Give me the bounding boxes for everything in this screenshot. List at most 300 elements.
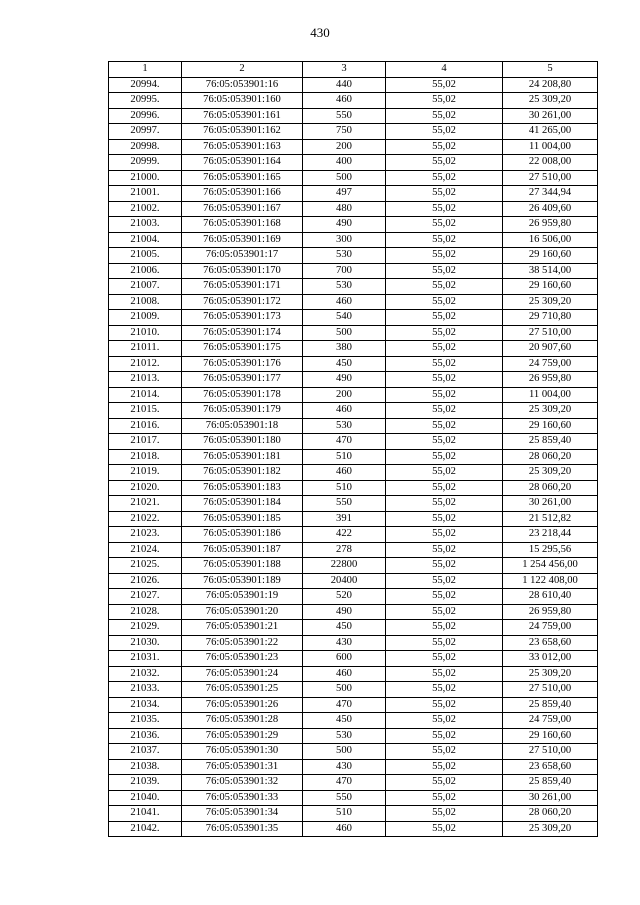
row-number-cell: 21000.: [109, 170, 182, 186]
rate-cell: 55,02: [386, 697, 503, 713]
table-body: [109, 77, 598, 837]
area-cell: 500: [303, 682, 386, 698]
row-number-cell: 21041.: [109, 806, 182, 822]
area-cell: 530: [303, 279, 386, 295]
row-number-cell: 21024.: [109, 542, 182, 558]
table-row: [109, 589, 598, 605]
row-number-cell: 21006.: [109, 263, 182, 279]
row-number-cell: 20998.: [109, 139, 182, 155]
row-number-cell: 21033.: [109, 682, 182, 698]
cadastral-number-cell: 76:05:053901:178: [182, 387, 303, 403]
area-cell: 300: [303, 232, 386, 248]
cadastral-number-cell: 76:05:053901:35: [182, 821, 303, 837]
area-cell: 497: [303, 186, 386, 202]
table-row: [109, 480, 598, 496]
area-cell: 470: [303, 775, 386, 791]
row-number-cell: 21035.: [109, 713, 182, 729]
amount-cell: 25 859,40: [503, 434, 598, 450]
area-cell: 510: [303, 480, 386, 496]
cadastral-number-cell: 76:05:053901:179: [182, 403, 303, 419]
area-cell: 490: [303, 217, 386, 233]
cadastral-number-cell: 76:05:053901:165: [182, 170, 303, 186]
area-cell: 510: [303, 449, 386, 465]
area-cell: 430: [303, 759, 386, 775]
area-cell: 470: [303, 434, 386, 450]
cadastral-number-cell: 76:05:053901:28: [182, 713, 303, 729]
row-number-cell: 21009.: [109, 310, 182, 326]
row-number-cell: 21005.: [109, 248, 182, 264]
table-row: [109, 108, 598, 124]
amount-cell: 25 309,20: [503, 294, 598, 310]
cadastral-number-cell: 76:05:053901:169: [182, 232, 303, 248]
area-cell: 460: [303, 403, 386, 419]
rate-cell: 55,02: [386, 418, 503, 434]
amount-cell: 29 160,60: [503, 279, 598, 295]
table-row: [109, 372, 598, 388]
amount-cell: 33 012,00: [503, 651, 598, 667]
area-cell: 600: [303, 651, 386, 667]
table-row: [109, 170, 598, 186]
cadastral-number-cell: 76:05:053901:22: [182, 635, 303, 651]
rate-cell: 55,02: [386, 759, 503, 775]
cadastral-number-cell: 76:05:053901:164: [182, 155, 303, 171]
amount-cell: 29 160,60: [503, 248, 598, 264]
rate-cell: 55,02: [386, 186, 503, 202]
table-row: [109, 155, 598, 171]
table-row: [109, 217, 598, 233]
row-number-cell: 20999.: [109, 155, 182, 171]
rate-cell: 55,02: [386, 403, 503, 419]
cadastral-number-cell: 76:05:053901:23: [182, 651, 303, 667]
cadastral-number-cell: 76:05:053901:18: [182, 418, 303, 434]
row-number-cell: 20997.: [109, 124, 182, 140]
row-number-cell: 21010.: [109, 325, 182, 341]
area-cell: 550: [303, 108, 386, 124]
table-row: [109, 434, 598, 450]
cadastral-number-cell: 76:05:053901:30: [182, 744, 303, 760]
rate-cell: 55,02: [386, 155, 503, 171]
table-row: [109, 604, 598, 620]
rate-cell: 55,02: [386, 527, 503, 543]
table-row: [109, 542, 598, 558]
rate-cell: 55,02: [386, 248, 503, 264]
rate-cell: 55,02: [386, 713, 503, 729]
amount-cell: 28 060,20: [503, 806, 598, 822]
amount-cell: 38 514,00: [503, 263, 598, 279]
row-number-cell: 21026.: [109, 573, 182, 589]
column-header: 3: [303, 62, 386, 78]
table-row: [109, 418, 598, 434]
area-cell: 450: [303, 620, 386, 636]
rate-cell: 55,02: [386, 356, 503, 372]
area-cell: 430: [303, 635, 386, 651]
area-cell: 540: [303, 310, 386, 326]
row-number-cell: 20996.: [109, 108, 182, 124]
amount-cell: 25 859,40: [503, 697, 598, 713]
amount-cell: 23 218,44: [503, 527, 598, 543]
amount-cell: 27 510,00: [503, 325, 598, 341]
rate-cell: 55,02: [386, 496, 503, 512]
row-number-cell: 21029.: [109, 620, 182, 636]
rate-cell: 55,02: [386, 201, 503, 217]
rate-cell: 55,02: [386, 263, 503, 279]
area-cell: 700: [303, 263, 386, 279]
cadastral-number-cell: 76:05:053901:166: [182, 186, 303, 202]
row-number-cell: 21017.: [109, 434, 182, 450]
table-row: [109, 279, 598, 295]
cadastral-number-cell: 76:05:053901:29: [182, 728, 303, 744]
row-number-cell: 20995.: [109, 93, 182, 109]
row-number-cell: 21042.: [109, 821, 182, 837]
rate-cell: 55,02: [386, 728, 503, 744]
amount-cell: 41 265,00: [503, 124, 598, 140]
amount-cell: 26 959,80: [503, 372, 598, 388]
area-cell: 460: [303, 821, 386, 837]
rate-cell: 55,02: [386, 341, 503, 357]
area-cell: 22800: [303, 558, 386, 574]
table-row: [109, 124, 598, 140]
table-row: [109, 77, 598, 93]
row-number-cell: 21028.: [109, 604, 182, 620]
amount-cell: 16 506,00: [503, 232, 598, 248]
area-cell: 530: [303, 728, 386, 744]
area-cell: 450: [303, 356, 386, 372]
amount-cell: 25 309,20: [503, 465, 598, 481]
amount-cell: 29 710,80: [503, 310, 598, 326]
amount-cell: 1 122 408,00: [503, 573, 598, 589]
cadastral-number-cell: 76:05:053901:173: [182, 310, 303, 326]
cadastral-number-cell: 76:05:053901:175: [182, 341, 303, 357]
area-cell: 470: [303, 697, 386, 713]
amount-cell: 30 261,00: [503, 108, 598, 124]
table-row: [109, 697, 598, 713]
table-row: [109, 511, 598, 527]
table-row: [109, 232, 598, 248]
rate-cell: 55,02: [386, 434, 503, 450]
area-cell: 460: [303, 465, 386, 481]
area-cell: 510: [303, 806, 386, 822]
cadastral-number-cell: 76:05:053901:186: [182, 527, 303, 543]
cadastral-number-cell: 76:05:053901:184: [182, 496, 303, 512]
cadastral-number-cell: 76:05:053901:25: [182, 682, 303, 698]
cadastral-number-cell: 76:05:053901:167: [182, 201, 303, 217]
rate-cell: 55,02: [386, 790, 503, 806]
amount-cell: 25 309,20: [503, 403, 598, 419]
amount-cell: 25 859,40: [503, 775, 598, 791]
rate-cell: 55,02: [386, 449, 503, 465]
row-number-cell: 21023.: [109, 527, 182, 543]
row-number-cell: 21022.: [109, 511, 182, 527]
row-number-cell: 21038.: [109, 759, 182, 775]
table-row: [109, 821, 598, 837]
row-number-cell: 21011.: [109, 341, 182, 357]
table-row: [109, 620, 598, 636]
area-cell: 550: [303, 496, 386, 512]
cadastral-number-cell: 76:05:053901:34: [182, 806, 303, 822]
table-row: [109, 573, 598, 589]
rate-cell: 55,02: [386, 77, 503, 93]
table-row: [109, 248, 598, 264]
area-cell: 530: [303, 248, 386, 264]
amount-cell: 29 160,60: [503, 418, 598, 434]
rate-cell: 55,02: [386, 124, 503, 140]
table-row: [109, 186, 598, 202]
area-cell: 460: [303, 666, 386, 682]
cadastral-number-cell: 76:05:053901:180: [182, 434, 303, 450]
data-table: [108, 61, 598, 837]
row-number-cell: 21027.: [109, 589, 182, 605]
table-row: [109, 139, 598, 155]
row-number-cell: 21004.: [109, 232, 182, 248]
rate-cell: 55,02: [386, 325, 503, 341]
cadastral-number-cell: 76:05:053901:16: [182, 77, 303, 93]
row-number-cell: 21012.: [109, 356, 182, 372]
area-cell: 500: [303, 170, 386, 186]
table-row: [109, 759, 598, 775]
table-row: [109, 93, 598, 109]
rate-cell: 55,02: [386, 279, 503, 295]
amount-cell: 26 959,80: [503, 217, 598, 233]
amount-cell: 26 959,80: [503, 604, 598, 620]
row-number-cell: 21016.: [109, 418, 182, 434]
table-row: [109, 341, 598, 357]
column-header: 4: [386, 62, 503, 78]
table-row: [109, 775, 598, 791]
cadastral-number-cell: 76:05:053901:176: [182, 356, 303, 372]
amount-cell: 25 309,20: [503, 93, 598, 109]
rate-cell: 55,02: [386, 232, 503, 248]
rate-cell: 55,02: [386, 93, 503, 109]
amount-cell: 1 254 456,00: [503, 558, 598, 574]
amount-cell: 27 344,94: [503, 186, 598, 202]
cadastral-number-cell: 76:05:053901:20: [182, 604, 303, 620]
cadastral-number-cell: 76:05:053901:189: [182, 573, 303, 589]
rate-cell: 55,02: [386, 806, 503, 822]
cadastral-number-cell: 76:05:053901:187: [182, 542, 303, 558]
cadastral-number-cell: 76:05:053901:160: [182, 93, 303, 109]
cadastral-number-cell: 76:05:053901:181: [182, 449, 303, 465]
rate-cell: 55,02: [386, 635, 503, 651]
amount-cell: 24 759,00: [503, 620, 598, 636]
amount-cell: 24 759,00: [503, 356, 598, 372]
amount-cell: 30 261,00: [503, 496, 598, 512]
rate-cell: 55,02: [386, 511, 503, 527]
area-cell: 530: [303, 418, 386, 434]
table-header: [109, 62, 598, 78]
area-cell: 550: [303, 790, 386, 806]
rate-cell: 55,02: [386, 604, 503, 620]
row-number-cell: 21003.: [109, 217, 182, 233]
row-number-cell: 21034.: [109, 697, 182, 713]
amount-cell: 15 295,56: [503, 542, 598, 558]
row-number-cell: 21015.: [109, 403, 182, 419]
table-row: [109, 325, 598, 341]
area-cell: 520: [303, 589, 386, 605]
rate-cell: 55,02: [386, 744, 503, 760]
rate-cell: 55,02: [386, 294, 503, 310]
table-row: [109, 651, 598, 667]
table-row: [109, 713, 598, 729]
table-row: [109, 790, 598, 806]
area-cell: 278: [303, 542, 386, 558]
amount-cell: 28 060,20: [503, 449, 598, 465]
page-number: 430: [310, 25, 330, 40]
area-cell: 440: [303, 77, 386, 93]
row-number-cell: 21018.: [109, 449, 182, 465]
table-row: [109, 744, 598, 760]
area-cell: 450: [303, 713, 386, 729]
cadastral-number-cell: 76:05:053901:177: [182, 372, 303, 388]
area-cell: 480: [303, 201, 386, 217]
row-number-cell: 21031.: [109, 651, 182, 667]
rate-cell: 55,02: [386, 387, 503, 403]
cadastral-number-cell: 76:05:053901:168: [182, 217, 303, 233]
table-row: [109, 666, 598, 682]
table-row: [109, 806, 598, 822]
table-row: [109, 527, 598, 543]
rate-cell: 55,02: [386, 108, 503, 124]
row-number-cell: 21008.: [109, 294, 182, 310]
rate-cell: 55,02: [386, 821, 503, 837]
row-number-cell: 21039.: [109, 775, 182, 791]
table-row: [109, 496, 598, 512]
amount-cell: 26 409,60: [503, 201, 598, 217]
row-number-cell: 20994.: [109, 77, 182, 93]
cadastral-number-cell: 76:05:053901:172: [182, 294, 303, 310]
cadastral-number-cell: 76:05:053901:174: [182, 325, 303, 341]
row-number-cell: 21001.: [109, 186, 182, 202]
row-number-cell: 21007.: [109, 279, 182, 295]
column-header: 5: [503, 62, 598, 78]
rate-cell: 55,02: [386, 372, 503, 388]
amount-cell: 11 004,00: [503, 387, 598, 403]
header-row: [109, 62, 598, 78]
rate-cell: 55,02: [386, 480, 503, 496]
rate-cell: 55,02: [386, 139, 503, 155]
cadastral-number-cell: 76:05:053901:185: [182, 511, 303, 527]
rate-cell: 55,02: [386, 620, 503, 636]
amount-cell: 23 658,60: [503, 635, 598, 651]
row-number-cell: 21036.: [109, 728, 182, 744]
cadastral-number-cell: 76:05:053901:171: [182, 279, 303, 295]
rate-cell: 55,02: [386, 465, 503, 481]
table-row: [109, 387, 598, 403]
area-cell: 391: [303, 511, 386, 527]
cadastral-number-cell: 76:05:053901:21: [182, 620, 303, 636]
amount-cell: 20 907,60: [503, 341, 598, 357]
cadastral-number-cell: 76:05:053901:19: [182, 589, 303, 605]
rate-cell: 55,02: [386, 682, 503, 698]
table-row: [109, 310, 598, 326]
rate-cell: 55,02: [386, 558, 503, 574]
table-row: [109, 728, 598, 744]
cadastral-number-cell: 76:05:053901:170: [182, 263, 303, 279]
cadastral-number-cell: 76:05:053901:188: [182, 558, 303, 574]
table-row: [109, 201, 598, 217]
amount-cell: 28 610,40: [503, 589, 598, 605]
area-cell: 200: [303, 387, 386, 403]
area-cell: 460: [303, 93, 386, 109]
amount-cell: 29 160,60: [503, 728, 598, 744]
cadastral-number-cell: 76:05:053901:163: [182, 139, 303, 155]
cadastral-number-cell: 76:05:053901:162: [182, 124, 303, 140]
rate-cell: 55,02: [386, 589, 503, 605]
amount-cell: 27 510,00: [503, 744, 598, 760]
column-header: 2: [182, 62, 303, 78]
amount-cell: 24 759,00: [503, 713, 598, 729]
area-cell: 490: [303, 372, 386, 388]
rate-cell: 55,02: [386, 651, 503, 667]
area-cell: 490: [303, 604, 386, 620]
amount-cell: 30 261,00: [503, 790, 598, 806]
table-row: [109, 403, 598, 419]
area-cell: 400: [303, 155, 386, 171]
table-row: [109, 294, 598, 310]
cadastral-number-cell: 76:05:053901:26: [182, 697, 303, 713]
area-cell: 422: [303, 527, 386, 543]
amount-cell: 27 510,00: [503, 170, 598, 186]
column-header: 1: [109, 62, 182, 78]
amount-cell: 23 658,60: [503, 759, 598, 775]
row-number-cell: 21002.: [109, 201, 182, 217]
cadastral-number-cell: 76:05:053901:183: [182, 480, 303, 496]
cadastral-number-cell: 76:05:053901:182: [182, 465, 303, 481]
table-row: [109, 558, 598, 574]
area-cell: 750: [303, 124, 386, 140]
amount-cell: 11 004,00: [503, 139, 598, 155]
rate-cell: 55,02: [386, 542, 503, 558]
rate-cell: 55,02: [386, 170, 503, 186]
cadastral-number-cell: 76:05:053901:161: [182, 108, 303, 124]
amount-cell: 22 008,00: [503, 155, 598, 171]
area-cell: 460: [303, 294, 386, 310]
row-number-cell: 21040.: [109, 790, 182, 806]
area-cell: 20400: [303, 573, 386, 589]
cadastral-number-cell: 76:05:053901:32: [182, 775, 303, 791]
table-row: [109, 449, 598, 465]
rate-cell: 55,02: [386, 666, 503, 682]
area-cell: 500: [303, 744, 386, 760]
table-row: [109, 356, 598, 372]
row-number-cell: 21019.: [109, 465, 182, 481]
cadastral-number-cell: 76:05:053901:17: [182, 248, 303, 264]
row-number-cell: 21013.: [109, 372, 182, 388]
area-cell: 500: [303, 325, 386, 341]
row-number-cell: 21030.: [109, 635, 182, 651]
rate-cell: 55,02: [386, 310, 503, 326]
area-cell: 380: [303, 341, 386, 357]
table-row: [109, 465, 598, 481]
amount-cell: 25 309,20: [503, 666, 598, 682]
row-number-cell: 21032.: [109, 666, 182, 682]
amount-cell: 25 309,20: [503, 821, 598, 837]
row-number-cell: 21037.: [109, 744, 182, 760]
table-row: [109, 682, 598, 698]
amount-cell: 24 208,80: [503, 77, 598, 93]
amount-cell: 27 510,00: [503, 682, 598, 698]
row-number-cell: 21020.: [109, 480, 182, 496]
rate-cell: 55,02: [386, 573, 503, 589]
cadastral-number-cell: 76:05:053901:33: [182, 790, 303, 806]
area-cell: 200: [303, 139, 386, 155]
table-row: [109, 635, 598, 651]
rate-cell: 55,02: [386, 775, 503, 791]
cadastral-number-cell: 76:05:053901:24: [182, 666, 303, 682]
rate-cell: 55,02: [386, 217, 503, 233]
row-number-cell: 21021.: [109, 496, 182, 512]
amount-cell: 21 512,82: [503, 511, 598, 527]
amount-cell: 28 060,20: [503, 480, 598, 496]
